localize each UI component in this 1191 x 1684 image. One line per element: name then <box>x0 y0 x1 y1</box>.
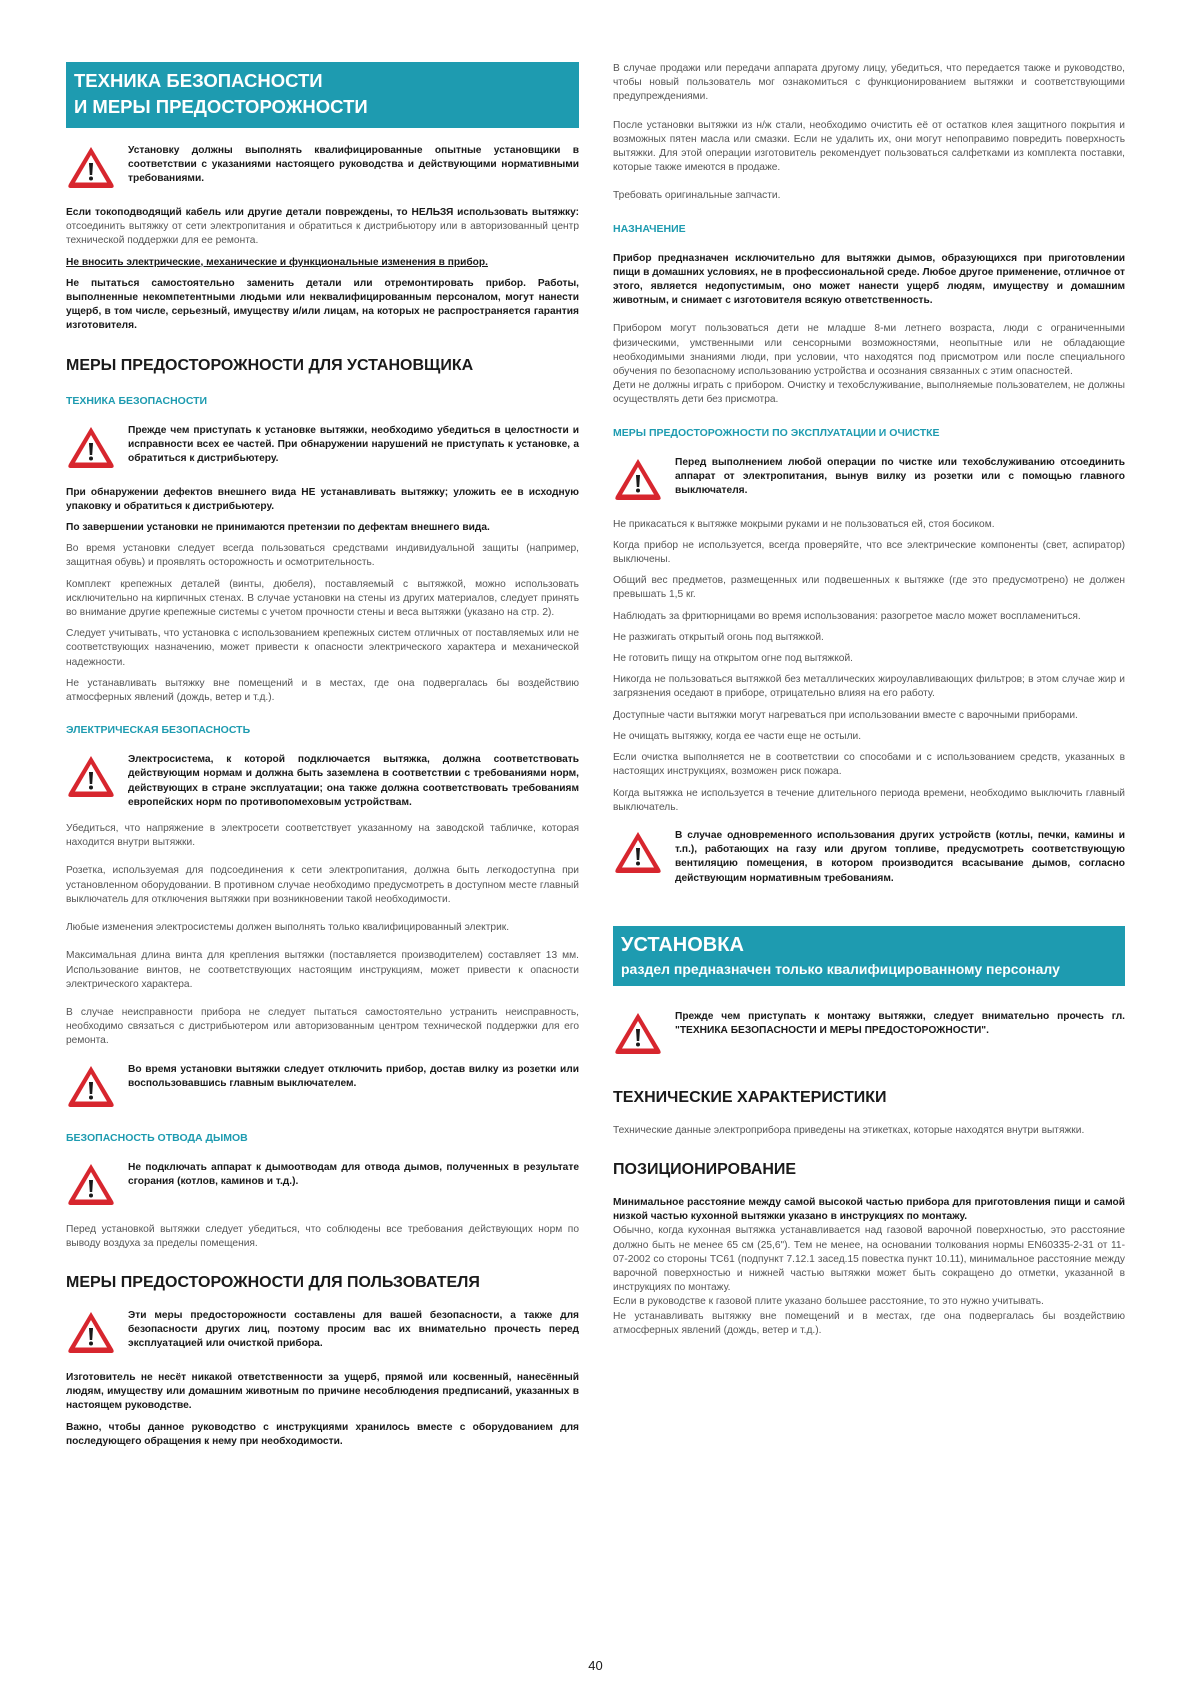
paragraph: Розетка, используемая для подсоединения к сети электропитания, должна быть легкодоступна при установленном оборудовании. В противном случае необходимо предусмотреть в доступном месте главный выключатель для отключения вытяжки при возникновении такой необходимости. <box>66 865 579 905</box>
paragraph-underlined: Не вносить электрические, механические и функциональные изменения в прибор. <box>66 256 488 268</box>
paragraph-bold: Не пытаться самостоятельно заменить детали или отремонтировать прибор. Работы, выполненные некомпетентными людьми или неквалифицированным персоналом, могут нанести ущерб, в том числе, серьезный, имуществу и/или лицам, на которых не распространяется гарантия изготовителя. <box>66 277 579 332</box>
paragraph: Убедиться, что напряжение в электросети соответствует указанному на заводской табличке, которая находится внутри вытяжки. <box>66 823 579 849</box>
left-column <box>66 62 579 1456</box>
paragraph: Перед установкой вытяжки следует убедиться, что соблюдены все требования действующих норм по выводу воздуха за пределы помещения. <box>66 1223 579 1249</box>
paragraph-bold: Прибор предназначен исключительно для вытяжки дымов, образующихся при приготовлении пищи в домашних условиях, не в профессиональной среде. Любое другое применение, отличное от этого, является недопустимым, оно может нанести ущерб людям, имуществу и домашним животным, и снимает с изготовителя всякую ответственность. <box>613 252 1125 307</box>
warning-triangle-icon <box>66 1161 128 1211</box>
paragraph: Требовать оригинальные запчасти. <box>613 190 781 202</box>
section-heading: ПОЗИЦИОНИРОВАНИЕ <box>613 1160 797 1178</box>
paragraph: Когда прибор не используется, всегда проверяйте, что все электрические компоненты (свет, аспиратор) выключены. <box>613 539 1125 566</box>
banner-subtitle: раздел предназначен только квалифицированному персоналу <box>621 960 1060 977</box>
paragraph: Не прикасаться к вытяжке мокрыми руками и не пользоваться ей, стоя босиком. <box>613 518 995 530</box>
paragraph: Следует учитывать, что установка с использованием крепежных систем отличных от поставляемых или не соответствующих назначению, может привести к опасности электрического характера и механической надежности. <box>66 628 579 668</box>
warning-text: Прежде чем приступать к установке вытяжки, необходимо убедиться в целостности и исправности всех ее частей. При обнаружении нарушений не приступать к установке, а обратиться к дистрибьютеру. <box>128 424 579 465</box>
warning-block <box>66 424 579 474</box>
paragraph: Любые изменения электросистемы должен выполнять только квалифицированный электрик. <box>66 922 510 934</box>
warning-triangle-icon <box>66 424 128 474</box>
paragraph-bold: По завершении установки не принимаются претензии по дефектам внешнего вида. <box>66 522 490 534</box>
safety-banner <box>66 62 579 128</box>
paragraph: Дети не должны играть с прибором. Очистку и техобслуживание, выполняемые пользователем, не должны осуществлять дети без присмотра. <box>613 380 1125 406</box>
paragraph: Не очищать вытяжку, когда ее части еще не остыли. <box>613 730 862 742</box>
paragraph <box>66 206 579 249</box>
warning-block <box>66 1161 579 1211</box>
warning-text: Электросистема, к которой подключается вытяжка, должна соответствовать действующим нормам и должна быть заземлена в соответствии с требованиями норм, действующих в стране эксплуатации; она также должна соответствовать требованиям европейских норм по противопомеховым устройствам. <box>128 754 579 808</box>
paragraph: Когда вытяжка не используется в течение длительного периода времени, необходимо выключить главный выключатель. <box>613 787 1125 813</box>
paragraph-bold: При обнаружении дефектов внешнего вида НЕ устанавливать вытяжку; уложить ее в исходную упаковку и обратиться к дистрибьютеру. <box>66 486 579 512</box>
paragraph: Не устанавливать вытяжку вне помещений и в местах, где она подвергалась бы воздействию атмосферных явлений (дождь, ветер и т.д.). <box>66 677 579 704</box>
paragraph: Наблюдать за фритюрницами во время использования: разогретое масло может воспламениться. <box>613 610 1081 622</box>
paragraph: Прибором могут пользоваться дети не младше 8-ми летнего возраста, люди с ограниченными физическими, умственными или сенсорными возможностями, неопытные или не обладающие необходимыми знаниями люди, при условии, что находятся под присмотром или после специального обучения по безопасному использованию устройства и осознания связанных с этим опасностей. <box>613 323 1125 378</box>
paragraph: Не устанавливать вытяжку вне помещений и в местах, где она подвергалась бы воздействию атмосферных явлений (дождь, ветер и т.д.). <box>613 1310 1125 1336</box>
paragraph: Никогда не пользоваться вытяжкой без металлических жироулавливающих фильтров; в этом случае жир и загрязнения оседают в приборе, отрицательно влияя на его работу. <box>613 674 1125 700</box>
paragraph-bold: Изготовитель не несёт никакой ответственности за ущерб, прямой или косвенный, нанесённый людям, имуществу или домашним животным по причине несоблюдения предписаний, указанных в настоящем руководстве. <box>66 1371 579 1412</box>
section-heading: МЕРЫ ПРЕДОСТОРОЖНОСТИ ДЛЯ ПОЛЬЗОВАТЕЛЯ <box>66 1273 480 1291</box>
paragraph: Обычно, когда кухонная вытяжка устанавливается над газовой варочной поверхностью, это расстояние должно быть не менее 65 см (25,6"). Тем не менее, на основании толкования нормы EN60335-2-31 от 11-07-2002 со стороны ТС61 (подпункт 7.12.1 засед.15 повестка пункт 10.11), минимальное расстояние между варочной поверхностью и нижней частью вытяжки может быть сокращено до отметки, указанной в инструкциях по монтажу. <box>613 1225 1125 1294</box>
paragraph: Если очистка выполняется не в соответствии со способами и с использованием средств, указанных в настоящих инструкциях, возможен риск пожара. <box>613 752 1125 778</box>
banner-title-line1: ТЕХНИКА БЕЗОПАСНОСТИ <box>74 70 323 91</box>
right-column <box>613 62 1125 1345</box>
warning-triangle-icon <box>66 753 128 803</box>
warning-text: Перед выполнением любой операции по чистке или техобслуживанию отсоединить аппарат от электропитания, вынув вилку из розетки или с помощью главного выключателя. <box>675 456 1125 497</box>
paragraph: Во время установки следует всегда пользоваться средствами индивидуальной защиты (например, защитная обувь) и проявлять осторожность и осмотрительность. <box>66 543 579 569</box>
warning-triangle-icon <box>613 456 675 506</box>
subsection-heading: ТЕХНИКА БЕЗОПАСНОСТИ <box>66 394 208 407</box>
section-heading: ТЕХНИЧЕСКИЕ ХАРАКТЕРИСТИКИ <box>613 1088 887 1106</box>
paragraph: Не разжигать открытый огонь под вытяжкой. <box>613 631 824 643</box>
paragraph: Комплект крепежных деталей (винты, дюбеля), поставляемый с вытяжкой, можно использовать исключительно на кирпичных стенах. В случае установки на стены из других материалов, следует принять во внимание другие крепежные системы с учетом прочности стены и веса вытяжки (указано на стр. 2). <box>66 578 579 619</box>
section-heading: МЕРЫ ПРЕДОСТОРОЖНОСТИ ДЛЯ УСТАНОВЩИКА <box>66 356 474 374</box>
warning-block <box>613 456 1125 506</box>
subsection-heading: ЭЛЕКТРИЧЕСКАЯ БЕЗОПАСНОСТЬ <box>66 724 251 737</box>
paragraph: Технические данные электроприбора приведены на этикетках, которые находятся внутри вытяжки. <box>613 1124 1085 1136</box>
warning-triangle-icon <box>66 144 128 194</box>
banner-title-line2: И МЕРЫ ПРЕДОСТОРОЖНОСТИ <box>74 96 368 117</box>
page-number: 40 <box>588 1658 603 1673</box>
warning-block <box>66 1309 579 1359</box>
banner-title: УСТАНОВКА <box>621 933 744 956</box>
subsection-heading: БЕЗОПАСНОСТЬ ОТВОДА ДЫМОВ <box>66 1131 248 1144</box>
warning-block <box>66 1063 579 1113</box>
warning-text: Не подключать аппарат к дымоотводам для отвода дымов, полученных в результате сгорания (котлов, каминов и т.д.). <box>128 1161 579 1187</box>
paragraph: В случае продажи или передачи аппарата другому лицу, убедиться, что передается также и руководство, чтобы новый пользователь мог ознакомиться с функционированием вытяжки и соответствующими предупреждениями. <box>613 63 1125 103</box>
subsection-heading: МЕРЫ ПРЕДОСТОРОЖНОСТИ ПО ЭКСПЛУАТАЦИИ И ОЧИСТКЕ <box>613 426 940 439</box>
paragraph: Общий вес предметов, размещенных или подвешенных к вытяжке (где это предусмотрено) не должен превышать 1,5 кг. <box>613 575 1125 601</box>
paragraph: Не готовить пищу на открытом огне под вытяжкой. <box>613 653 853 665</box>
warning-block <box>66 144 579 194</box>
paragraph: Если в руководстве к газовой плите указано большее расстояние, то это нужно учитывать. <box>613 1296 1044 1308</box>
warning-block <box>66 753 579 810</box>
warning-text: Эти меры предосторожности составлены для вашей безопасности, а также для безопасности других лиц, поэтому просим вас их внимательно прочесть перед эксплуатацией или очисткой прибора. <box>128 1309 579 1350</box>
paragraph: Доступные части вытяжки могут нагреваться при использовании вместе с варочными приборами. <box>613 709 1078 721</box>
bold-lead: Если токоподводящий кабель или другие детали повреждены, то НЕЛЬЗЯ использовать вытяжку: <box>66 207 579 218</box>
warning-triangle-icon <box>613 1010 675 1060</box>
subsection-heading: НАЗНАЧЕНИЕ <box>613 222 686 235</box>
warning-text: В случае одновременного использования других устройств (котлы, печки, камины и т.п.), работающих на газу или другом топливе, предусмотреть соответствующую вентиляцию помещения, в котором производится всасывание дымов, согласно действующим нормативным требованиям. <box>675 829 1125 884</box>
installation-banner <box>613 926 1125 986</box>
warning-triangle-icon <box>66 1309 128 1359</box>
warning-text: Прежде чем приступать к монтажу вытяжки, следует внимательно прочесть гл. "ТЕХНИКА БЕЗОПАСНОСТИ И МЕРЫ ПРЕДОСТОРОЖНОСТИ". <box>675 1010 1125 1036</box>
paragraph: Максимальная длина винта для крепления вытяжки (поставляется производителем) составляет 13 мм. Использование винтов, не соответствующих настоящим инструкциям, может привести к опасности электрического характера. <box>66 950 579 990</box>
paragraph-bold: Важно, чтобы данное руководство с инструкциями хранилось вместе с оборудованием для последующего обращения к нему при необходимости. <box>66 1421 579 1447</box>
warning-text: Установку должны выполнять квалифицированные опытные установщики в соответствии с указаниями настоящего руководства и действующими нормативными требованиями. <box>128 145 579 185</box>
paragraph-bold: Минимальное расстояние между самой высокой частью прибора для приготовления пищи и самой низкой частью кухонной вытяжки указано в инструкциях по монтажу. <box>613 1196 1125 1223</box>
warning-text: Во время установки вытяжки следует отключить прибор, достав вилку из розетки или воспользовавшись главным выключателем. <box>128 1063 579 1089</box>
paragraph: После установки вытяжки из н/ж стали, необходимо очистить её от остатков клея защитного покрытия и возможных пятен масла или смазки. Если не удалить их, они могут непоправимо повредить поверхность вытяжки. Для этой операции изготовитель рекомендует пользоваться салфетками из комплекта поставки, которые также имеются в продаже. <box>613 119 1125 174</box>
paragraph-rest: отсоединить вытяжку от сети электропитания и обратиться к дистрибьютору или в авторизованный центр технической поддержки для ее ремонта. <box>66 221 579 247</box>
warning-block <box>613 829 1125 886</box>
warning-triangle-icon <box>66 1063 128 1113</box>
paragraph: В случае неисправности прибора не следует пытаться самостоятельно устранить неисправность, необходимо связаться с дистрибьютером или авторизованным центром технической поддержки для его ремонта. <box>66 1006 579 1047</box>
warning-triangle-icon <box>613 829 675 879</box>
warning-block <box>613 1010 1125 1060</box>
